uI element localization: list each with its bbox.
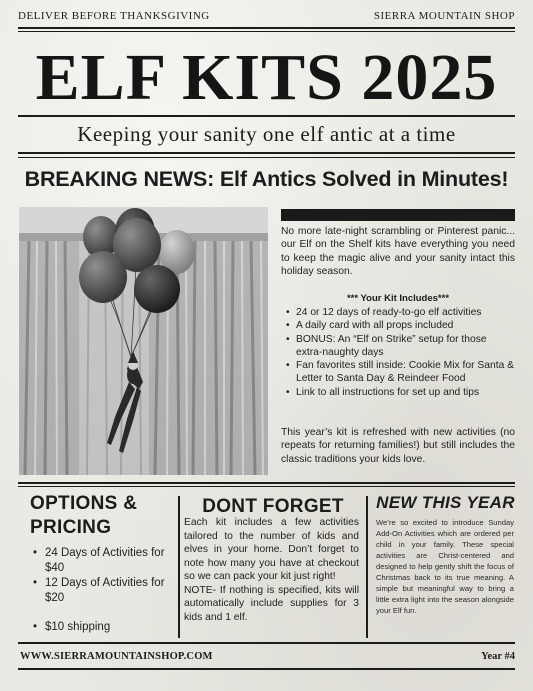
options-title-line: OPTIONS & bbox=[30, 493, 138, 514]
new-this-year-body: We’re so excited to introduce Sunday Add-On Activities which are ordered per child in your family. These special activities are Christ-centered and designed to help gently shift the focus of Christmas back to its true meaning. A simple but meaningful way to bring a little extra light into the season alongside your Elf fun. bbox=[376, 518, 514, 615]
list-item: • 12 Days of Activities for $20 bbox=[45, 576, 175, 606]
divider-rule bbox=[18, 486, 515, 487]
divider-rule bbox=[18, 668, 515, 670]
dont-forget-text: Each kit includes a few activities tailored to the number of kids and elves in your home. Don’t forget to note how many you have at checkout so we can pack your kit just right! bbox=[184, 517, 359, 582]
intro-paragraph: No more late-night scrambling or Pinterest panic... our Elf on the Shelf kits have everything you need to keep the magic alive and your sanity intact this holiday season. bbox=[281, 226, 515, 277]
kit-includes-heading: *** Your Kit Includes*** bbox=[346, 293, 450, 304]
list-item: • Link to all instructions for set up and tips bbox=[296, 386, 515, 399]
dont-forget-title: DONT FORGET bbox=[202, 496, 344, 517]
options-title-line: PRICING bbox=[30, 517, 112, 538]
shipping-item: • $10 shipping bbox=[45, 621, 110, 633]
top-bar bbox=[18, 6, 515, 26]
divider-rule bbox=[18, 27, 515, 29]
section-bar bbox=[281, 209, 515, 221]
divider-rule bbox=[18, 115, 515, 117]
divider-rule bbox=[18, 482, 515, 484]
website-link[interactable]: WWW.SIERRAMOUNTAINSHOP.COM bbox=[20, 651, 213, 662]
tagline: Keeping your sanity one elf antic at a time bbox=[77, 122, 456, 146]
masthead-title: ELF KITS 2025 bbox=[35, 41, 498, 114]
divider-rule bbox=[18, 157, 515, 158]
divider-rule bbox=[18, 642, 515, 644]
divider-rule bbox=[18, 152, 515, 154]
list-item: • A daily card with all props included bbox=[296, 319, 515, 332]
delivery-notice: DELIVER BEFORE THANKSGIVING bbox=[18, 10, 210, 22]
list-item: • Fan favorites still inside: Cookie Mix for Santa & Letter to Santa Day & Reindeer Food bbox=[296, 359, 515, 386]
pricing-list bbox=[45, 546, 175, 606]
closing-paragraph: This year’s kit is refreshed with new activities (no repeats for returning families!) but still includes the classic traditions your kids love. bbox=[281, 427, 515, 465]
breaking-news-headline: BREAKING NEWS: Elf Antics Solved in Minutes! bbox=[24, 167, 509, 191]
list-item: • 24 Days of Activities for $40 bbox=[45, 546, 175, 576]
new-this-year-title: NEW THIS YEAR bbox=[376, 493, 515, 512]
column-divider bbox=[366, 496, 368, 638]
dont-forget-note: NOTE- If nothing is specified, kits will automatically include supplies for 3 kids and 1 elf. bbox=[184, 584, 359, 623]
column-divider bbox=[178, 496, 180, 638]
year-label: Year #4 bbox=[481, 651, 515, 662]
dont-forget-body bbox=[184, 516, 359, 624]
elf-balloon-photo bbox=[19, 207, 268, 475]
list-item: • 24 or 12 days of ready-to-go elf activities bbox=[296, 306, 515, 319]
shop-name: SIERRA MOUNTAIN SHOP bbox=[373, 10, 515, 22]
options-pricing-title bbox=[30, 492, 175, 540]
divider-rule bbox=[18, 31, 515, 32]
list-item: • BONUS: An “Elf on Strike” setup for those extra-naughty days bbox=[296, 333, 515, 360]
kit-includes-list bbox=[296, 306, 515, 399]
